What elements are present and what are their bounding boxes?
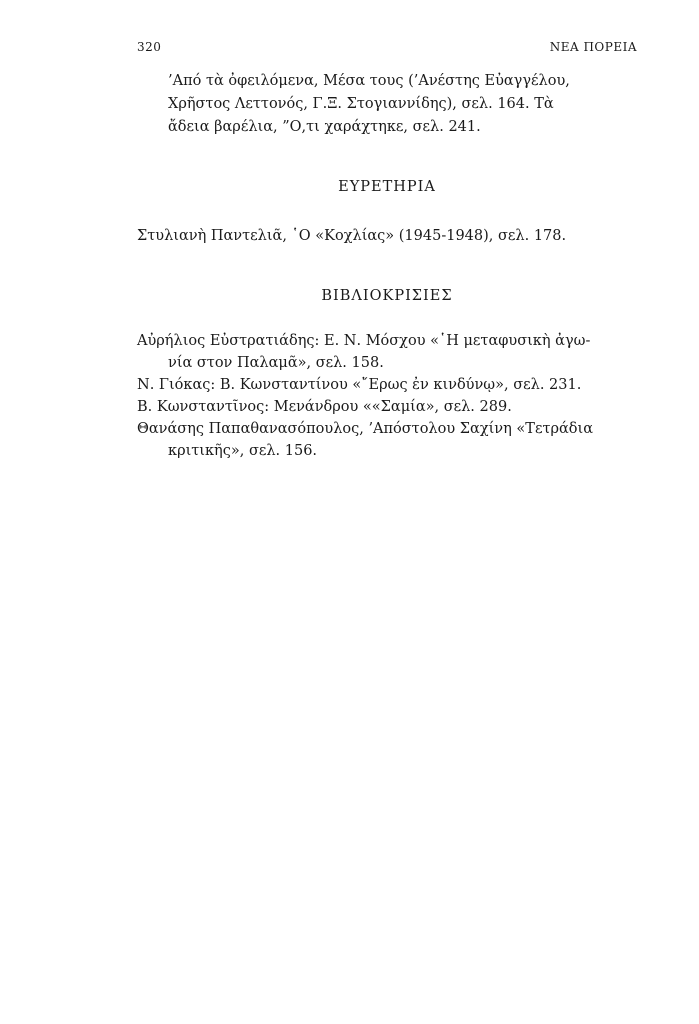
review-entry	[137, 330, 637, 374]
review-entry-line: Θανάσης Παπαθανασόπουλος, ’Απόστολου Σαχίνη «Τετράδια	[137, 421, 594, 437]
review-entry-continuation: νία στον Παλαμᾶ», σελ. 158.	[168, 355, 384, 371]
reviews-list	[137, 330, 637, 462]
review-entry	[137, 418, 637, 462]
review-entry	[137, 374, 637, 396]
intro-line: ἄδεια βαρέλια, ”Ο,τι χαράχτηκε, σελ. 241.	[168, 119, 481, 135]
intro-line: ’Από τὰ ὀφειλόμενα, Μέσα τους (’Ανέστης Εὐαγγέλου,	[168, 73, 570, 89]
index-entry: Στυλιανὴ Παντελιᾶ, ῾Ο «Κοχλίας» (1945-1948), σελ. 178.	[137, 228, 567, 244]
page-number: 320	[137, 40, 162, 54]
review-entry	[137, 396, 637, 418]
intro-paragraph	[137, 70, 637, 139]
index-list	[137, 225, 637, 248]
journal-title: ΝΕΑ ΠΟΡΕΙΑ	[549, 40, 637, 54]
review-entry-continuation: κριτικῆς», σελ. 156.	[168, 443, 318, 459]
intro-line: Χρῆστος Λεττονός, Γ.Ξ. Στογιαννίδης), σελ. 164. Τὰ	[168, 96, 554, 112]
running-head	[137, 40, 637, 60]
section-heading-reviews: ΒΙΒΛΙΟΚΡΙΣΙΕΣ	[321, 288, 453, 304]
review-entry-line: Β. Κωνσταντῖνος: Μενάνδρου ««Σαμία», σελ. 289.	[137, 399, 512, 415]
review-entry-line: Ν. Γιόκας: Β. Κωνσταντίνου «῎Ερως ἐν κινδύνῳ», σελ. 231.	[137, 377, 582, 393]
review-entry-line: Αὐρήλιος Εὐστρατιάδης: Ε. Ν. Μόσχου «῾Η μεταφυσικὴ ἀγω-	[137, 333, 591, 349]
section-heading-index: ΕΥΡΕΤΗΡΙΑ	[338, 179, 436, 195]
